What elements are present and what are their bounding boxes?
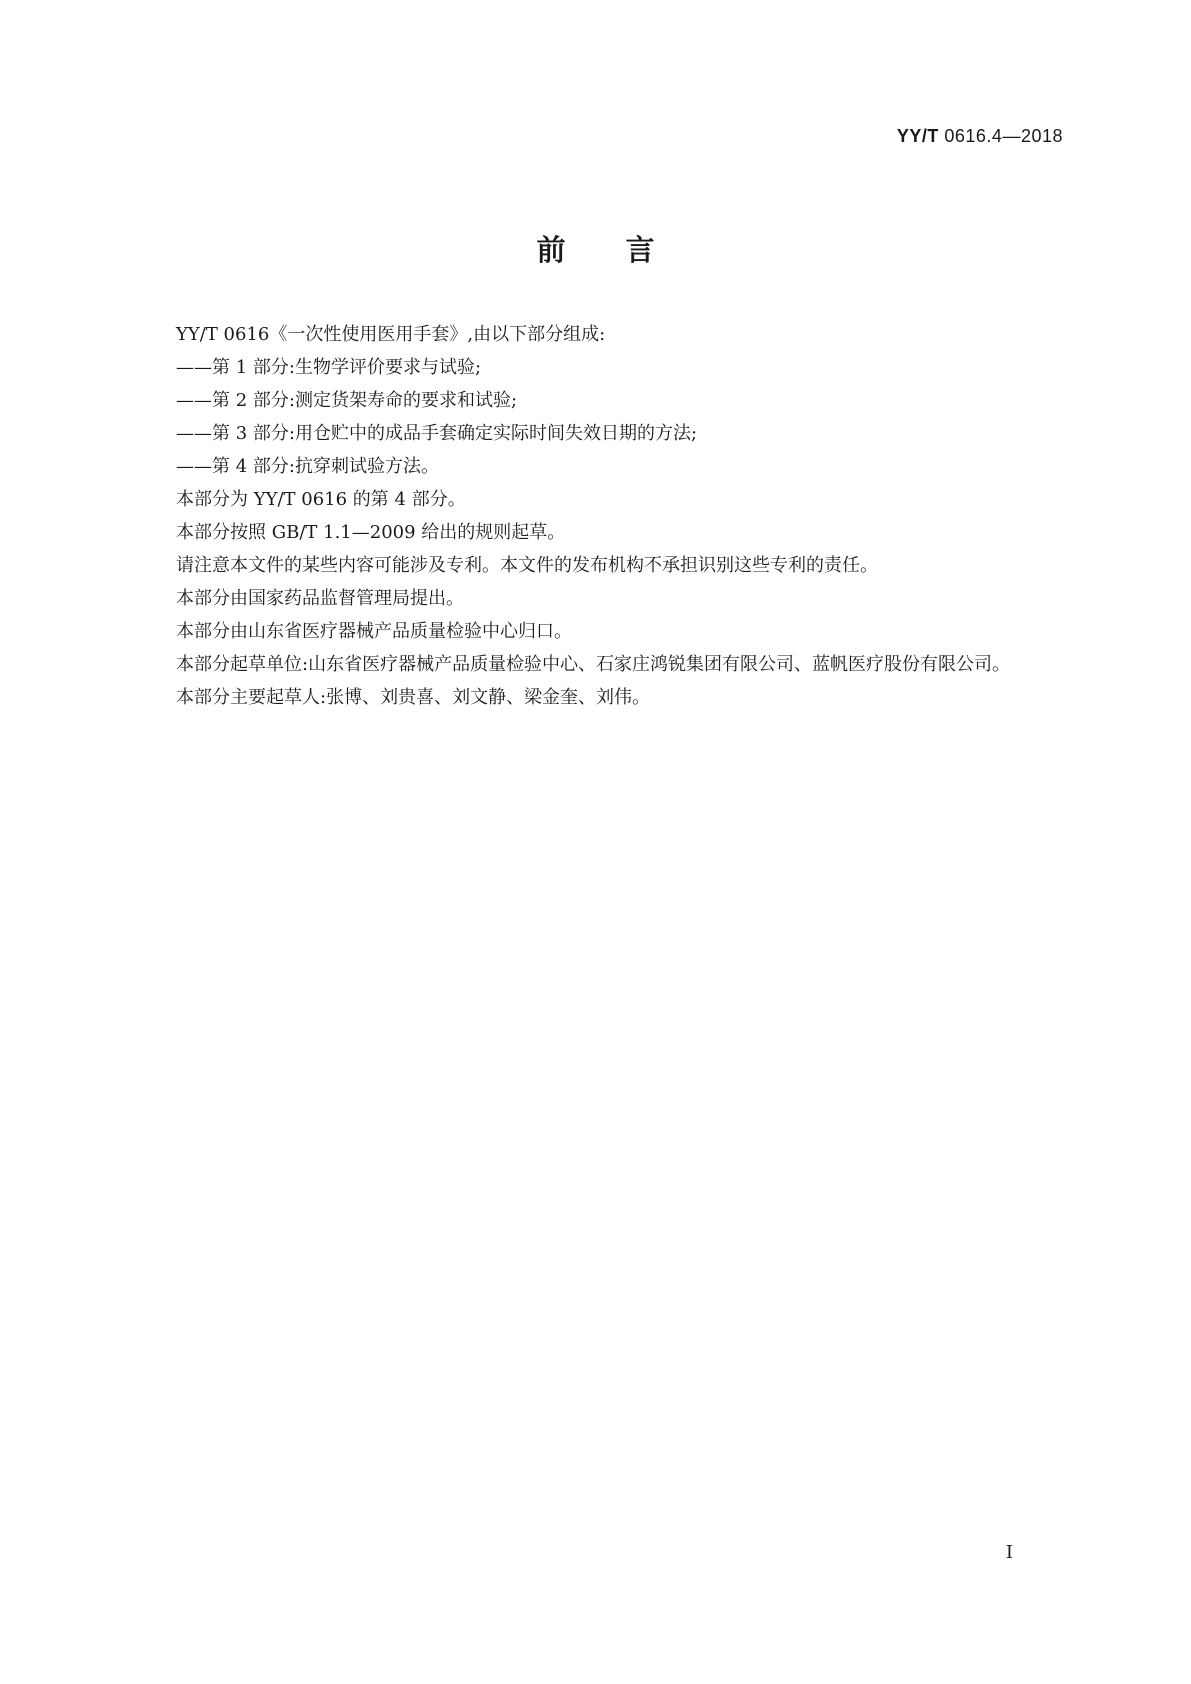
paragraph-drafters: 本部分主要起草人:张博、刘贵喜、刘文静、梁金奎、刘伟。 (176, 687, 651, 708)
standard-code-number: 0616.4—2018 (938, 126, 1063, 146)
paragraph-intro: YY/T 0616《一次性使用医用手套》,由以下部分组成: (176, 324, 606, 345)
list-item-part-3: ——第 3 部分:用仓贮中的成品手套确定实际时间失效日期的方法; (176, 423, 698, 444)
paragraph-drafting-units: 本部分起草单位:山东省医疗器械产品质量检验中心、石家庄鸿锐集团有限公司、蓝帆医疗股份有限公司。 (176, 654, 1011, 675)
page-number: I (1005, 1542, 1013, 1563)
standard-code-prefix: YY/T (896, 126, 939, 146)
standard-code (897, 126, 1063, 147)
list-item-part-1: ——第 1 部分:生物学评价要求与试验; (176, 357, 482, 378)
paragraph-part-statement: 本部分为 YY/T 0616 的第 4 部分。 (176, 489, 466, 510)
paragraph-drafting-rules: 本部分按照 GB/T 1.1—2009 给出的规则起草。 (176, 522, 566, 543)
foreword-body (128, 318, 1068, 714)
list-item-part-2: ——第 2 部分:测定货架寿命的要求和试验; (176, 390, 518, 411)
paragraph-patent-notice: 请注意本文件的某些内容可能涉及专利。本文件的发布机构不承担识别这些专利的责任。 (176, 555, 878, 576)
paragraph-proposed-by: 本部分由国家药品监督管理局提出。 (176, 588, 464, 609)
paragraph-centralized-by: 本部分由山东省医疗器械产品质量检验中心归口。 (176, 621, 572, 642)
list-item-part-4: ——第 4 部分:抗穿刺试验方法。 (176, 456, 439, 477)
page-title: 前言 (536, 233, 715, 267)
